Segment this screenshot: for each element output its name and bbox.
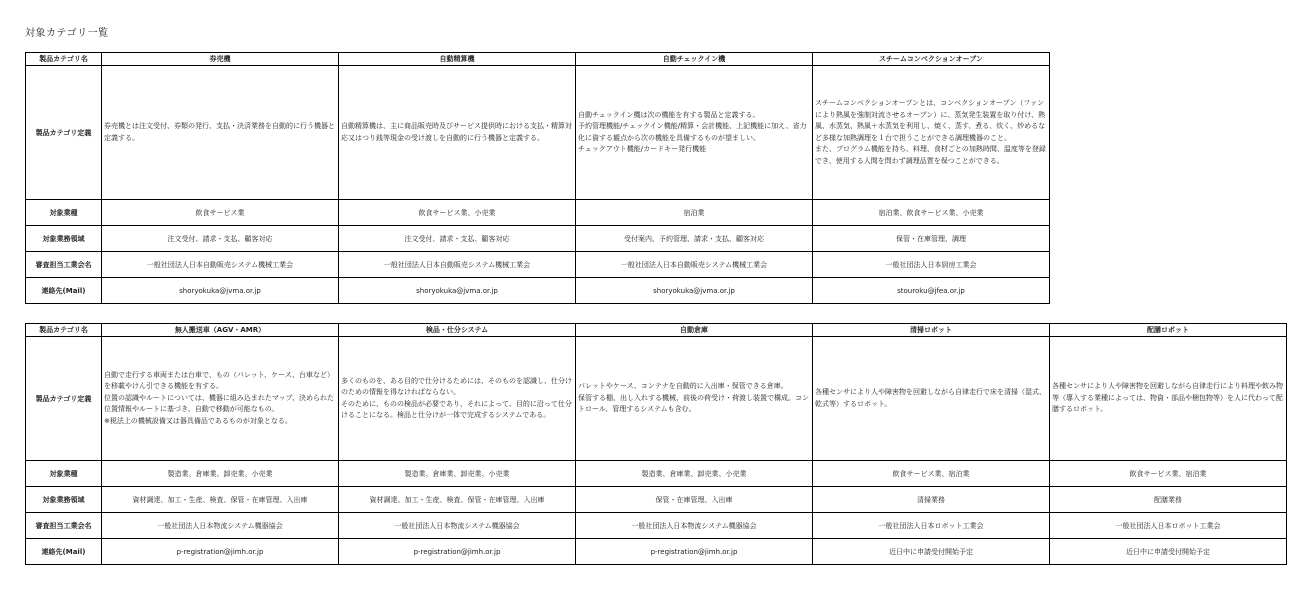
- association-cell: 一般社団法人日本自動販売システム機械工業会: [339, 252, 576, 278]
- category-name-agv-amr: 無人搬送車（AGV・AMR）: [102, 324, 339, 337]
- domain-cell: 配膳業務: [1050, 487, 1287, 513]
- industry-cell: 飲食サービス業、宿泊業: [1050, 461, 1287, 487]
- contact-email[interactable]: p-registration@jimh.or.jp: [339, 539, 576, 565]
- row-label-definition: 製品カテゴリ定義: [26, 66, 102, 200]
- domain-row: [26, 226, 1050, 252]
- definition-cell: スチームコンベクションオーブンとは、コンベクションオーブン（ファンにより熱風を強制対流させるオーブン）に、蒸気発生装置を取り付け、熱風、水蒸気、熱風＋水蒸気を利用し、焼く、蒸す、煮る、炊く、炒めるなど多様な加熱調理を１台で担うことができる調理機器のこと。 また、プログラム機能を持ち、料理、食材ごとの加熱時間、温度等を登録でき、使用する人間を問わず調理品質を保つことができる。: [813, 66, 1050, 200]
- domain-cell: 受付案内、予約管理、請求・支払、顧客対応: [576, 226, 813, 252]
- contact-email[interactable]: stouroku@jfea.or.jp: [813, 278, 1050, 304]
- industry-cell: 製造業、倉庫業、卸売業、小売業: [102, 461, 339, 487]
- contact-status-text: 近日中に申請受付開始予定: [813, 539, 1050, 565]
- domain-cell: 清掃業務: [813, 487, 1050, 513]
- row-label-contact: 連絡先(Mail): [26, 539, 102, 565]
- industry-cell: 飲食サービス業、小売業: [339, 200, 576, 226]
- contact-row: [26, 539, 1287, 565]
- industry-cell: 製造業、倉庫業、卸売業、小売業: [576, 461, 813, 487]
- definition-cell: 自動で走行する車両または台車で、もの（パレット、ケース、台車など）を移載やけん引できる機能を有する。 位置の認識やルートについては、機器に組み込まれたマップ、決められた位置情報やルートに基づき、自動で移動が可能なもの。 ※税法上の機械設備又は器具備品であるものが対象となる。: [102, 337, 339, 461]
- category-name-ticket-machine: 券売機: [102, 53, 339, 66]
- row-label-category-name: 製品カテゴリ名: [26, 53, 102, 66]
- association-cell: 一般社団法人日本物流システム機器協会: [102, 513, 339, 539]
- category-name-automated-warehouse: 自動倉庫: [576, 324, 813, 337]
- association-row: [26, 513, 1287, 539]
- row-label-category-name: 製品カテゴリ名: [26, 324, 102, 337]
- contact-email[interactable]: p-registration@jimh.or.jp: [576, 539, 813, 565]
- domain-cell: 注文受付、請求・支払、顧客対応: [102, 226, 339, 252]
- row-label-association: 審査担当工業会名: [26, 513, 102, 539]
- definition-row: [26, 337, 1287, 461]
- association-cell: 一般社団法人日本物流システム機器協会: [576, 513, 813, 539]
- category-name-auto-checkin-machine: 自動チェックイン機: [576, 53, 813, 66]
- contact-row: [26, 278, 1050, 304]
- row-label-definition: 製品カテゴリ定義: [26, 337, 102, 461]
- domain-cell: 注文受付、請求・支払、顧客対応: [339, 226, 576, 252]
- industry-cell: 飲食サービス業、宿泊業: [813, 461, 1050, 487]
- association-cell: 一般社団法人日本物流システム機器協会: [339, 513, 576, 539]
- category-table-2: [25, 323, 1287, 565]
- category-name-serving-robot: 配膳ロボット: [1050, 324, 1287, 337]
- definition-cell: パレットやケース、コンテナを自動的に入出庫・保管できる倉庫。 保管する棚、出し入れする機械、前後の荷受け・荷渡し装置で構成。コントロール、管理するシステムも含む。: [576, 337, 813, 461]
- definition-cell: 各種センサにより人や障害物を回避しながら自律走行により料理や飲み物等（導入する業種によっては、物資・部品や梱包物等）を人に代わって配膳するロボット。: [1050, 337, 1287, 461]
- domain-cell: 資材調達、加工・生産、検査、保管・在庫管理、入出庫: [339, 487, 576, 513]
- definition-cell: 自動精算機は、主に商品販売時及びサービス提供時における支払・精算対応又はつり銭等現金の受け渡しを自動的に行う機器と定義する。: [339, 66, 576, 200]
- row-label-domain: 対象業務領域: [26, 226, 102, 252]
- definition-row: [26, 66, 1050, 200]
- row-label-association: 審査担当工業会名: [26, 252, 102, 278]
- domain-cell: 保管・在庫管理、調理: [813, 226, 1050, 252]
- row-label-contact: 連絡先(Mail): [26, 278, 102, 304]
- header-row: [26, 324, 1287, 337]
- contact-email[interactable]: shoryokuka@jvma.or.jp: [576, 278, 813, 304]
- contact-status-text: 近日中に申請受付開始予定: [1050, 539, 1287, 565]
- header-row: [26, 53, 1050, 66]
- contact-email[interactable]: p-registration@jimh.or.jp: [102, 539, 339, 565]
- association-cell: 一般社団法人日本自動販売システム機械工業会: [102, 252, 339, 278]
- category-table-1: [25, 52, 1050, 304]
- domain-cell: 保管・在庫管理、入出庫: [576, 487, 813, 513]
- association-cell: 一般社団法人日本厨房工業会: [813, 252, 1050, 278]
- row-label-domain: 対象業務領域: [26, 487, 102, 513]
- industry-cell: 製造業、倉庫業、卸売業、小売業: [339, 461, 576, 487]
- row-label-industry: 対象業種: [26, 461, 102, 487]
- definition-cell: 自動チェックイン機は次の機能を有する製品と定義する。 予約管理機能/チェックイン機能/精算・会計機能、上記機能に加え、省力化に資する観点から次の機能を具備するものが望ましい。 チェックアウト機能/カードキー発行機能: [576, 66, 813, 200]
- association-row: [26, 252, 1050, 278]
- domain-row: [26, 487, 1287, 513]
- association-cell: 一般社団法人日本自動販売システム機械工業会: [576, 252, 813, 278]
- row-label-industry: 対象業種: [26, 200, 102, 226]
- domain-cell: 資材調達、加工・生産、検査、保管・在庫管理、入出庫: [102, 487, 339, 513]
- industry-cell: 宿泊業: [576, 200, 813, 226]
- industry-row: [26, 461, 1287, 487]
- industry-cell: 宿泊業、飲食サービス業、小売業: [813, 200, 1050, 226]
- page-title: 対象カテゴリ一覧: [25, 28, 109, 39]
- category-name-cleaning-robot: 清掃ロボット: [813, 324, 1050, 337]
- association-cell: 一般社団法人日本ロボット工業会: [813, 513, 1050, 539]
- industry-row: [26, 200, 1050, 226]
- category-name-steam-convection-oven: スチームコンベクションオーブン: [813, 53, 1050, 66]
- definition-cell: 多くのものを、ある目的で仕分けるためには、そのものを認識し、仕分けのための情報を得なければならない。 そのために、ものの検品が必要であり、それによって、目的に沿って仕分けることになる。検品と仕分けが一体で完成するシステムである。: [339, 337, 576, 461]
- contact-email[interactable]: shoryokuka@jvma.or.jp: [339, 278, 576, 304]
- association-cell: 一般社団法人日本ロボット工業会: [1050, 513, 1287, 539]
- definition-cell: 券売機とは注文受付、券類の発行、支払・決済業務を自動的に行う機器と定義する。: [102, 66, 339, 200]
- contact-email[interactable]: shoryokuka@jvma.or.jp: [102, 278, 339, 304]
- definition-cell: 各種センサにより人や障害物を回避しながら自律走行で床を清掃（湿式、乾式等）するロボット。: [813, 337, 1050, 461]
- category-name-inspection-sorting-system: 検品・仕分システム: [339, 324, 576, 337]
- category-name-auto-payment-machine: 自動精算機: [339, 53, 576, 66]
- industry-cell: 飲食サービス業: [102, 200, 339, 226]
